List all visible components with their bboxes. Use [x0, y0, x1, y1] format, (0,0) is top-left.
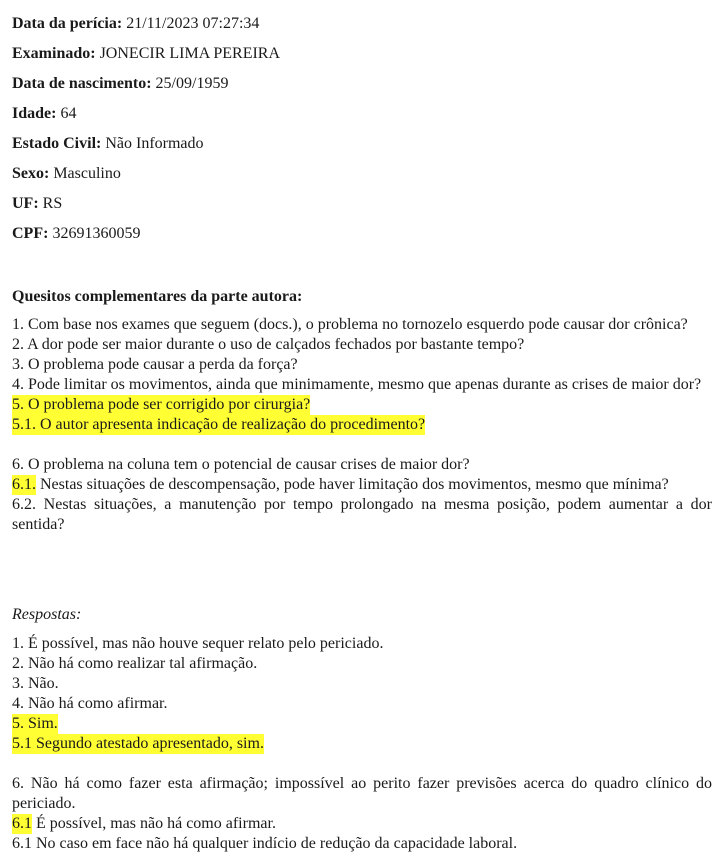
field-estado-civil: Estado Civil: Não Informado — [12, 135, 204, 152]
answer-6-1-b: 6.1 No caso em face não há qualquer indício de redução da capacidade laboral. — [12, 835, 518, 852]
answers-list — [12, 634, 712, 854]
question-5-1: 5.1. O autor apresenta indicação de realização do procedimento? — [12, 416, 426, 433]
questions-list — [12, 315, 712, 535]
answers-heading: Respostas: — [12, 606, 82, 623]
question-2: 2. A dor pode ser maior durante o uso de calçados fechados por bastante tempo? — [12, 336, 525, 353]
question-6-2: 6.2. Nestas situações, a manutenção por tempo prolongado na mesma posição, podem aumentar a dor sentida? — [12, 496, 712, 533]
question-6: 6. O problema na coluna tem o potencial de causar crises de maior dor? — [12, 456, 470, 473]
question-5: 5. O problema pode ser corrigido por cirurgia? — [12, 396, 311, 413]
answer-4: 4. Não há como afirmar. — [12, 695, 168, 712]
answer-6-1: 6.1 É possível, mas não há como afirmar. — [12, 815, 276, 832]
answer-6: 6. Não há como fazer esta afirmação; impossível ao perito fazer previsões acerca do quadro clínico do periciado. — [12, 775, 712, 812]
answer-5: 5. Sim. — [12, 715, 58, 732]
answer-3: 3. Não. — [12, 675, 59, 692]
question-3: 3. O problema pode causar a perda da força? — [12, 356, 298, 373]
field-data-pericia: Data da perícia: 21/11/2023 07:27:34 — [12, 15, 260, 32]
question-1: 1. Com base nos exames que seguem (docs.), o problema no tornozelo esquerdo pode causar dor crônica? — [12, 316, 688, 333]
answer-5-1: 5.1 Segundo atestado apresentado, sim. — [12, 735, 264, 752]
field-sexo: Sexo: Masculino — [12, 165, 121, 182]
field-examinado: Examinado: JONECIR LIMA PEREIRA — [12, 45, 281, 62]
field-data-nascimento: Data de nascimento: 25/09/1959 — [12, 75, 229, 92]
field-idade: Idade: 64 — [12, 105, 77, 122]
answer-1: 1. É possível, mas não houve sequer relato pelo periciado. — [12, 635, 384, 652]
field-uf: UF: RS — [12, 195, 63, 212]
question-4: 4. Pode limitar os movimentos, ainda que minimamente, mesmo que apenas durante as crises de maior dor? — [12, 376, 702, 393]
answer-2: 2. Não há como realizar tal afirmação. — [12, 655, 258, 672]
questions-heading: Quesitos complementares da parte autora: — [12, 288, 303, 305]
field-cpf: CPF: 32691360059 — [12, 225, 141, 242]
question-6-1: 6.1. Nestas situações de descompensação, pode haver limitação dos movimentos, mesmo que mínima? — [12, 476, 669, 493]
